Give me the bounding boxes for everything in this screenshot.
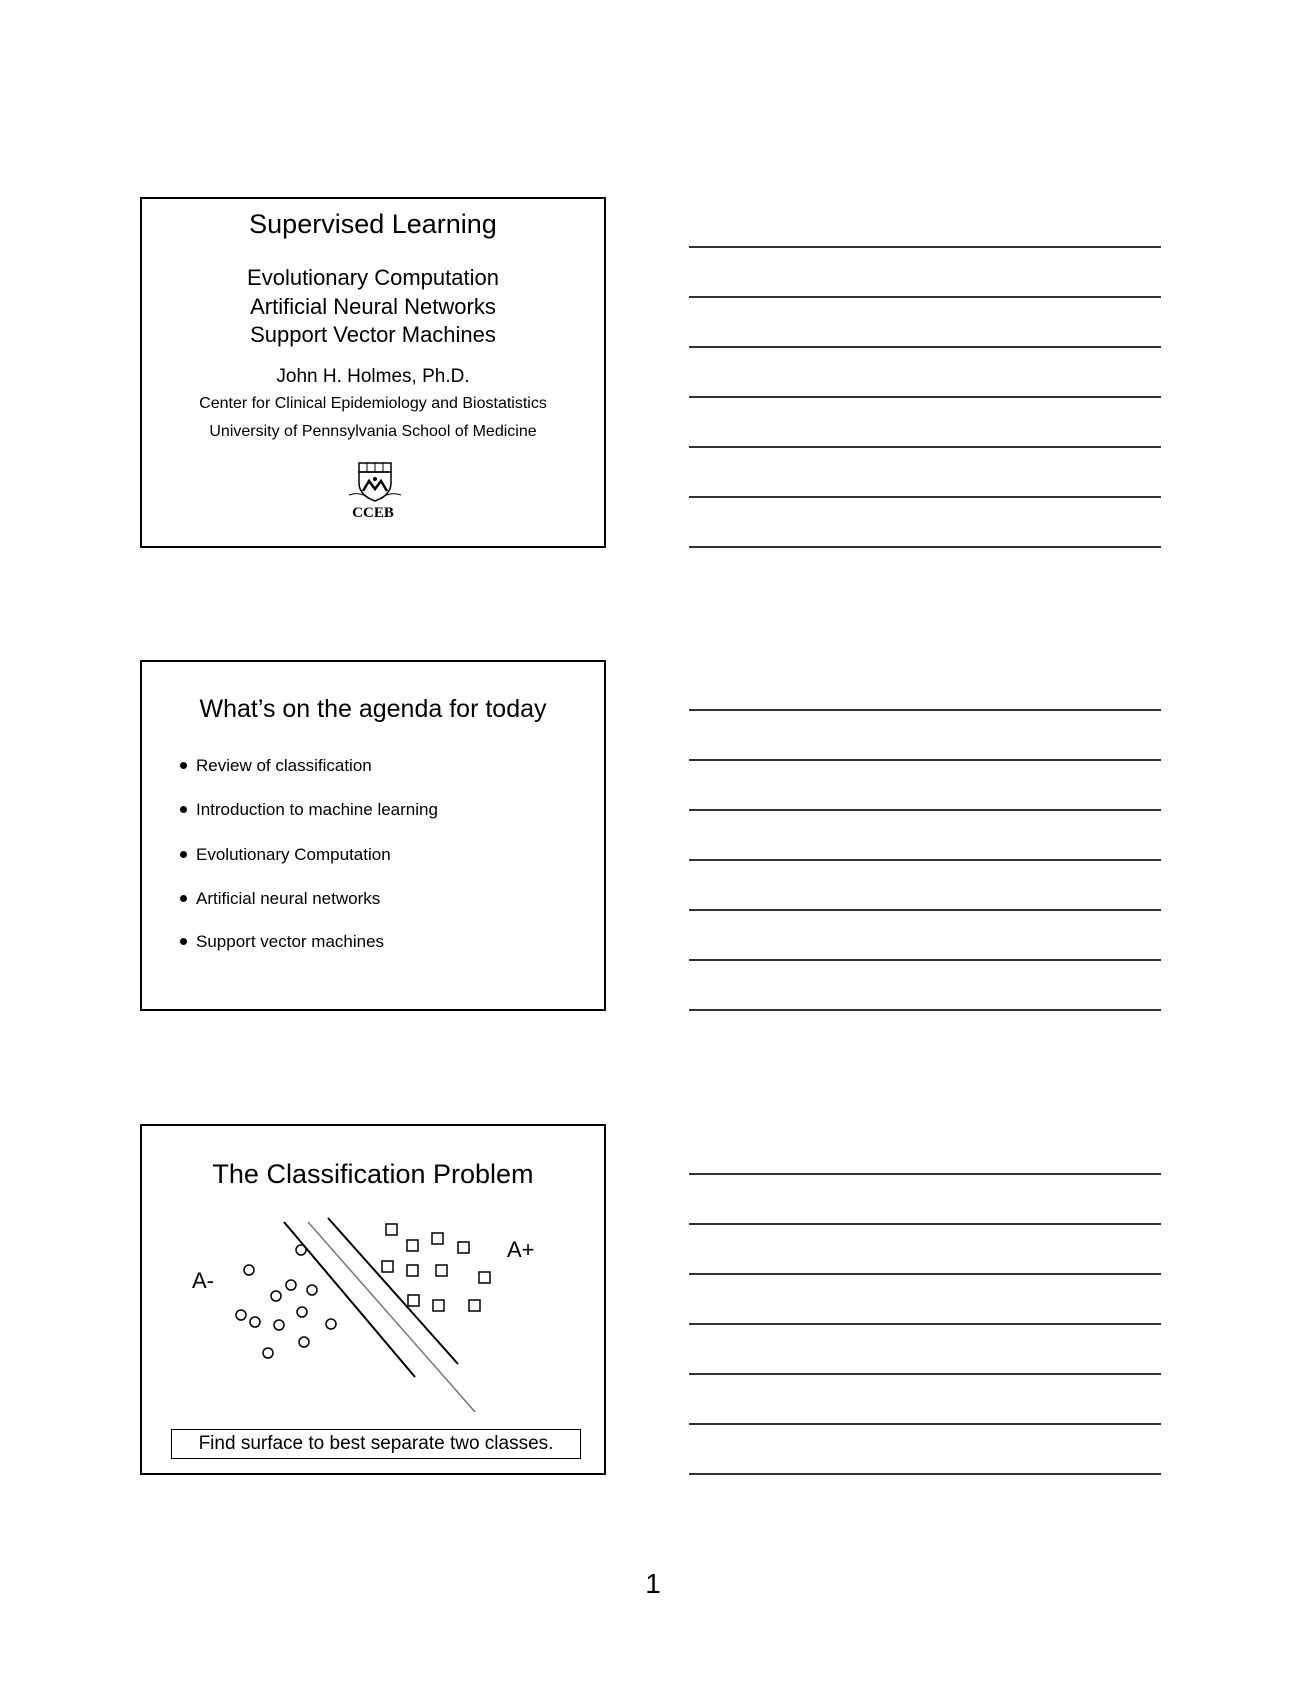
square-point	[458, 1242, 469, 1253]
slide-1-topic-2: Artificial Neural Networks	[250, 294, 496, 319]
square-point	[382, 1261, 393, 1272]
bullet-icon	[180, 938, 187, 945]
circle-point	[244, 1265, 254, 1275]
agenda-item-label: Artificial neural networks	[196, 889, 381, 908]
bullet-icon	[180, 895, 187, 902]
slide-1-topic-1: Evolutionary Computation	[247, 265, 499, 290]
agenda-item	[180, 845, 391, 865]
slide-3-caption: Find surface to best separate two classes.	[171, 1429, 581, 1459]
circle-point	[271, 1291, 281, 1301]
note-line	[689, 1473, 1161, 1475]
agenda-item	[180, 889, 380, 909]
square-point	[386, 1224, 397, 1235]
note-line	[689, 1173, 1161, 1175]
note-line	[689, 1323, 1161, 1325]
square-point	[469, 1300, 480, 1311]
class-negative-points	[236, 1245, 336, 1358]
square-point	[436, 1265, 447, 1276]
slide-1-affiliation-1: Center for Clinical Epidemiology and Biostatistics	[199, 395, 547, 412]
note-line	[689, 446, 1161, 448]
note-line	[689, 909, 1161, 911]
logo-text: CCEB	[352, 505, 394, 521]
note-line	[689, 959, 1161, 961]
class-label-positive: A+	[507, 1237, 535, 1262]
circle-point	[307, 1285, 317, 1295]
separating-hyperplane	[308, 1222, 476, 1412]
agenda-item-label: Review of classification	[196, 756, 372, 775]
agenda-item-label: Introduction to machine learning	[196, 800, 438, 819]
slide-1-topic-3: Support Vector Machines	[250, 322, 496, 347]
page-number: 1	[645, 1568, 661, 1599]
square-point	[407, 1240, 418, 1251]
note-line	[689, 296, 1161, 298]
slide-3	[140, 1124, 606, 1475]
bullet-icon	[180, 806, 187, 813]
note-line	[689, 1373, 1161, 1375]
square-point	[433, 1300, 444, 1311]
circle-point	[297, 1307, 307, 1317]
bullet-icon	[180, 762, 187, 769]
note-line	[689, 396, 1161, 398]
bullet-icon	[180, 851, 187, 858]
circle-point	[274, 1320, 284, 1330]
slide-1-author: John H. Holmes, Ph.D.	[276, 366, 470, 387]
circle-point	[296, 1245, 306, 1255]
note-line	[689, 709, 1161, 711]
circle-point	[263, 1348, 273, 1358]
agenda-item	[180, 932, 384, 952]
slide-3-title: The Classification Problem	[212, 1159, 534, 1189]
agenda-item-label: Evolutionary Computation	[196, 845, 391, 864]
note-line	[689, 496, 1161, 498]
square-point	[432, 1233, 443, 1244]
note-line	[689, 546, 1161, 548]
note-line	[689, 809, 1161, 811]
agenda-item	[180, 800, 438, 820]
circle-point	[299, 1337, 309, 1347]
note-line	[689, 759, 1161, 761]
classification-diagram	[142, 1202, 604, 1412]
slide-1-affiliation-2: University of Pennsylvania School of Medicine	[209, 423, 537, 440]
slide-1-title: Supervised Learning	[249, 209, 497, 239]
circle-point	[326, 1319, 336, 1329]
note-line	[689, 346, 1161, 348]
slide-2	[140, 660, 606, 1011]
square-point	[408, 1295, 419, 1306]
circle-point	[250, 1317, 260, 1327]
slide-2-title: What’s on the agenda for today	[199, 695, 547, 723]
note-line	[689, 1009, 1161, 1011]
agenda-item-label: Support vector machines	[196, 932, 385, 951]
note-line	[689, 1273, 1161, 1275]
note-line	[689, 1423, 1161, 1425]
margin-line-right	[328, 1218, 458, 1364]
circle-point	[286, 1280, 296, 1290]
agenda-item	[180, 756, 372, 776]
note-line	[689, 859, 1161, 861]
slide-1	[140, 197, 606, 548]
square-point	[479, 1272, 490, 1283]
square-point	[407, 1265, 418, 1276]
class-label-negative: A-	[192, 1268, 214, 1293]
penn-shield-logo	[347, 461, 403, 505]
note-line	[689, 246, 1161, 248]
circle-point	[236, 1310, 246, 1320]
note-line	[689, 1223, 1161, 1225]
